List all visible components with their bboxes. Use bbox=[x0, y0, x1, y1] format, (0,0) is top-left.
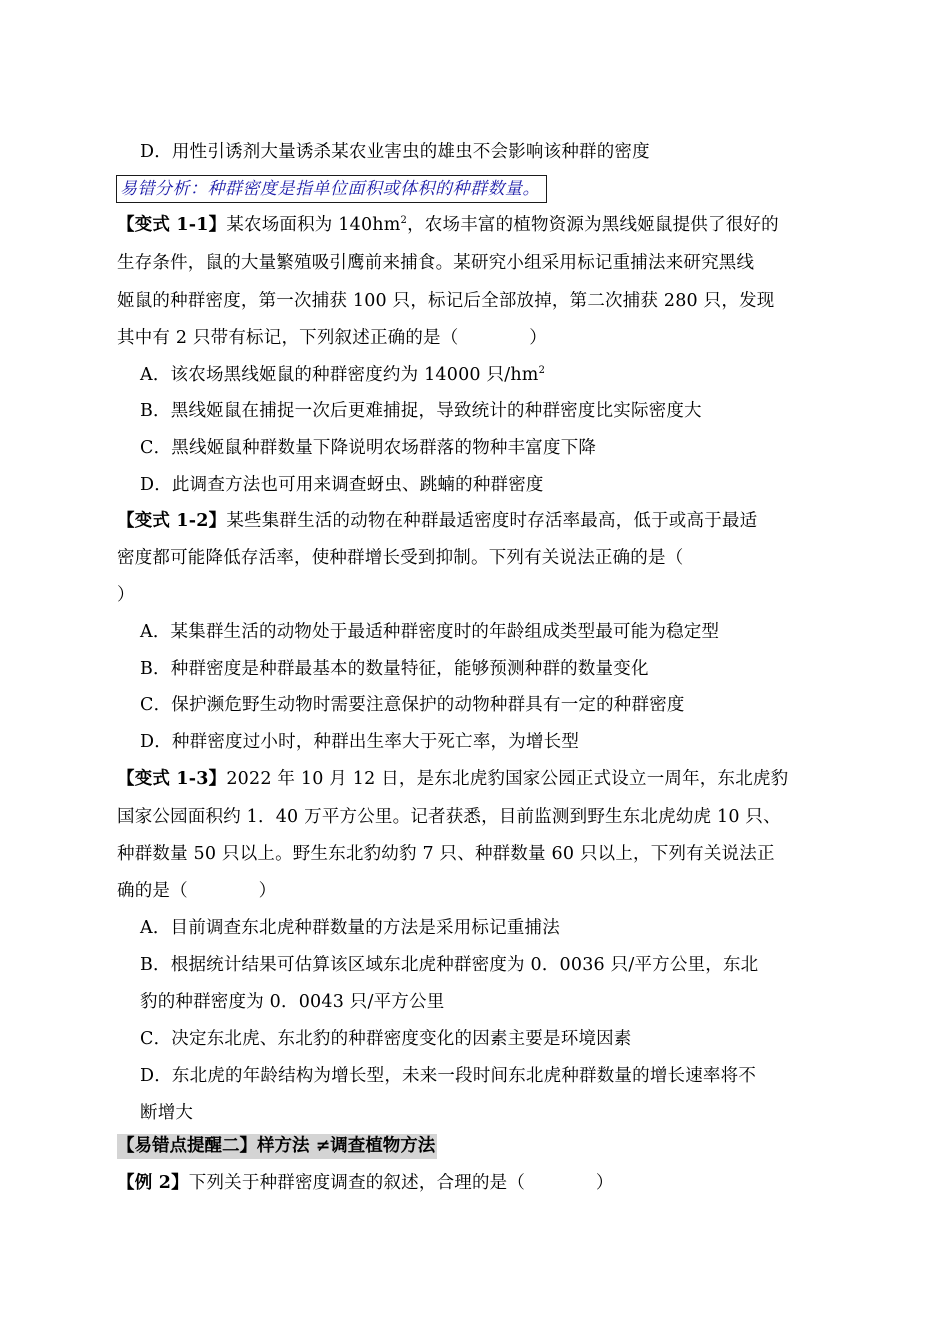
variant-1-3-stem-line3: 种群数量 50 只以上。野生东北豹幼豹 7 只、种群数量 60 只以上，下列有关说法正 bbox=[117, 844, 775, 864]
error-analysis-note: 易错分析：种群密度是指单位面积或体积的种群数量。 bbox=[116, 175, 547, 203]
variant-1-3-stem-line1 bbox=[117, 768, 788, 790]
variant-1-2-stem-line3: ） bbox=[117, 585, 135, 605]
variant-1-2-stem-line2: 密度都可能降低存活率，使种群增长受到抑制。下列有关说法正确的是（ bbox=[117, 548, 684, 568]
variant-1-1-stem-line1 bbox=[117, 214, 779, 236]
q1-option-d: D．用性引诱剂大量诱杀某农业害虫的雄虫不会影响该种群的密度 bbox=[140, 142, 650, 162]
variant-1-1-tag: 【变式 1-1】 bbox=[117, 215, 227, 235]
variant-1-2-stem-line1 bbox=[117, 510, 757, 532]
variant-1-1-option-a bbox=[140, 364, 545, 386]
superscript-2: 2 bbox=[538, 365, 546, 376]
variant-1-1-stem-text2: ，农场丰富的植物资源为黑线姬鼠提供了很好的 bbox=[407, 215, 779, 235]
variant-1-3-stem-text1: 2022 年 10 月 12 日，是东北虎豹国家公园正式设立一周年，东北虎豹 bbox=[226, 769, 789, 789]
variant-1-3-option-c: C．决定东北虎、东北豹的种群密度变化的因素主要是环境因素 bbox=[140, 1029, 632, 1049]
example-2-tag: 【例 2】 bbox=[117, 1173, 189, 1193]
example-2-stem-text: 下列关于种群密度调查的叙述，合理的是（ ） bbox=[188, 1173, 614, 1193]
variant-1-1-option-b: B．黑线姬鼠在捕捉一次后更难捕捉，导致统计的种群密度比实际密度大 bbox=[140, 401, 702, 421]
variant-1-1-stem-text1: 某农场面积为 140hm bbox=[226, 215, 401, 235]
variant-1-1-stem-line2: 生存条件，鼠的大量繁殖吸引鹰前来捕食。某研究小组采用标记重捕法来研究黑线 bbox=[117, 253, 755, 273]
variant-1-3-option-a: A．目前调查东北虎种群数量的方法是采用标记重捕法 bbox=[140, 918, 560, 938]
example-2-stem bbox=[117, 1172, 614, 1194]
variant-1-2-option-a: A．某集群生活的动物处于最适种群密度时的年龄组成类型最可能为稳定型 bbox=[140, 622, 720, 642]
variant-1-3-option-d-line2: 断增大 bbox=[140, 1103, 194, 1123]
variant-1-3-option-b-line1: B．根据统计结果可估算该区域东北虎种群密度为 0．0036 只/平方公里，东北 bbox=[140, 955, 759, 975]
variant-1-2-option-c: C．保护濒危野生动物时需要注意保护的动物种群具有一定的种群密度 bbox=[140, 695, 685, 715]
variant-1-3-option-b-line2: 豹的种群密度为 0．0043 只/平方公里 bbox=[140, 992, 445, 1012]
variant-1-1-stem-line4: 其中有 2 只带有标记，下列叙述正确的是（ ） bbox=[117, 328, 547, 348]
variant-1-2-tag: 【变式 1-2】 bbox=[117, 511, 227, 531]
variant-1-1-option-a-text: A．该农场黑线姬鼠的种群密度约为 14000 只/hm bbox=[140, 365, 539, 385]
variant-1-1-option-d: D．此调查方法也可用来调查蚜虫、跳蝻的种群密度 bbox=[140, 475, 544, 495]
variant-1-3-tag: 【变式 1-3】 bbox=[117, 769, 227, 789]
error-reminder-2-heading: 【易错点提醒二】样方法 ≠调查植物方法 bbox=[117, 1134, 437, 1159]
variant-1-2-stem-text1: 某些集群生活的动物在种群最适密度时存活率最高，低于或高于最适 bbox=[226, 511, 758, 531]
variant-1-2-option-d: D．种群密度过小时，种群出生率大于死亡率，为增长型 bbox=[140, 732, 580, 752]
variant-1-3-stem-line2: 国家公园面积约 1．40 万平方公里。记者获悉，目前监测到野生东北虎幼虎 10 只、 bbox=[117, 807, 781, 827]
variant-1-3-option-d-line1: D．东北虎的年龄结构为增长型，未来一段时间东北虎种群数量的增长速率将不 bbox=[140, 1066, 757, 1086]
variant-1-1-stem-line3: 姬鼠的种群密度，第一次捕获 100 只，标记后全部放掉，第二次捕获 280 只，发现 bbox=[117, 291, 775, 311]
variant-1-3-stem-line4: 确的是（ ） bbox=[117, 881, 277, 901]
variant-1-1-option-c: C．黑线姬鼠种群数量下降说明农场群落的物种丰富度下降 bbox=[140, 438, 597, 458]
variant-1-2-option-b: B．种群密度是种群最基本的数量特征，能够预测种群的数量变化 bbox=[140, 659, 649, 679]
superscript-2: 2 bbox=[400, 215, 408, 226]
